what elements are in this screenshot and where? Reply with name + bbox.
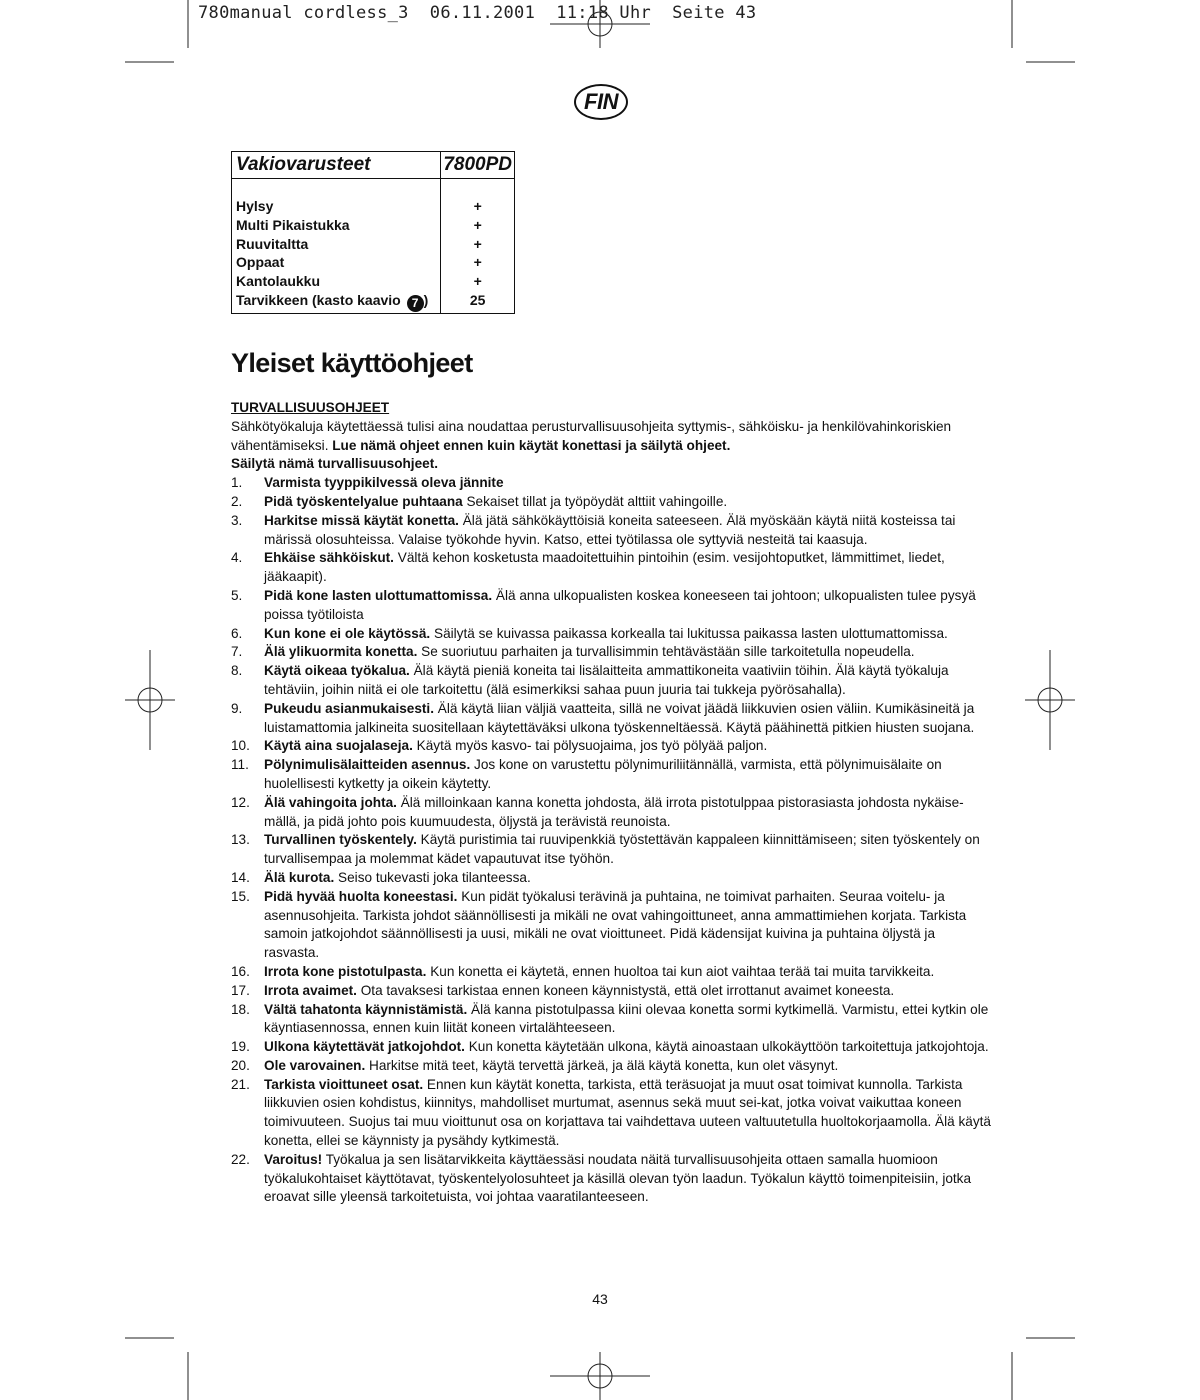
list-item bbox=[231, 794, 991, 832]
rule-number: 15. bbox=[231, 888, 250, 904]
accessory-name-close: ) bbox=[423, 291, 429, 308]
rule-title: Pidä hyvää huolta koneestasi. bbox=[264, 888, 458, 904]
rule-text: Kun konetta käytetään ulkona, käytä ainoastaan ulkokäyttöön tarkoitettuja jatkojohtoja. bbox=[468, 1039, 989, 1055]
rule-text: Seiso tukevasti joka tilanteessa. bbox=[338, 869, 531, 885]
rule-title: Turvallinen työskentely. bbox=[264, 832, 417, 848]
rule-title: Tarkista vioittuneet osat. bbox=[264, 1076, 424, 1092]
safety-intro bbox=[231, 418, 991, 474]
rule-title: Älä ylikuormita konetta. bbox=[264, 644, 418, 660]
rule-number: 16. bbox=[231, 963, 250, 979]
rule-text: Ennen kun käytät konetta, tarkista, että teräsuojat ja muut osat toimivat kunnolla. Tarkista liikkuvien osien kohdistus, kiinnitys, mahdolliset murtumat, asennus sekä muut sei-kat, jotka voivat vaikuttaa koneen toimivuuteen. Suojus tai muu vioittunut osa on korjattava tai vaihdettava uuteen valtuutetulla huoltokorjaamolla. Älä käytä konetta, ellei se käynnisty ja pysähdy kytkimestä. bbox=[264, 1076, 991, 1149]
rule-number: 19. bbox=[231, 1039, 250, 1055]
rule-text: Käytä myös kasvo- tai pölysuojaima, jos työ pölyää paljon. bbox=[416, 738, 768, 754]
rule-number: 20. bbox=[231, 1057, 250, 1073]
slug-page: Seite 43 bbox=[672, 3, 757, 23]
rule-number: 10. bbox=[231, 738, 250, 754]
list-item bbox=[231, 1151, 991, 1207]
rule-title: Harkitse missä käytät konetta. bbox=[264, 512, 459, 528]
list-item bbox=[231, 700, 991, 738]
list-item bbox=[231, 512, 991, 550]
list-item bbox=[231, 474, 991, 493]
rule-number: 13. bbox=[231, 832, 250, 848]
accessory-name-with-ref bbox=[236, 291, 436, 312]
rule-number: 21. bbox=[231, 1076, 250, 1092]
accessory-name: Tarvikkeen (kasto kaavio bbox=[236, 291, 401, 308]
rule-text: Säilytä se kuivassa paikassa korkealla tai lukitussa paikassa lasten ulottumattomissa. bbox=[434, 625, 948, 641]
rule-title: Älä kurota. bbox=[264, 869, 335, 885]
rule-title: Älä vahingoita johta. bbox=[264, 794, 397, 810]
slug-date: 06.11.2001 bbox=[429, 3, 536, 23]
accessory-name: Hylsy bbox=[236, 198, 274, 214]
rule-text: Ota tavaksesi tarkistaa ennen koneen käynnistystä, että olet irrottanut avaimet koneesta. bbox=[360, 982, 895, 998]
section-title: Yleiset käyttöohjeet bbox=[231, 348, 473, 378]
accessories-items bbox=[232, 179, 441, 314]
slug-file: 780manual cordless_3 bbox=[198, 3, 409, 23]
intro-bold-1: Lue nämä ohjeet ennen kuin käytät konettasi ja säilytä ohjeet. bbox=[332, 437, 731, 453]
rule-number: 4. bbox=[231, 550, 243, 566]
rule-text: Kun pidät työkalusi terävinä ja puhtaina, ne toimivat parhaiten. Seuraa voitelu- ja asennusohjeita. Tarkista johdot säännöllisesti ja mikäli ne ovat vahingoittuneet, anna ammattimiehen korjata. Tarkista samoin jatkojohdot säännöllisesti ja uusi, mikäli ne ovat vioittuneet. Pidä kädensijat kuivina ja puhtaina öljystä ja rasvasta. bbox=[264, 888, 967, 961]
accessory-name: Multi Pikaistukka bbox=[236, 216, 350, 233]
rule-text: Älä käytä pieniä koneita tai lisälaitteita ammattikoneita vaativiin töihin. Älä käytä työkaluja tehtäviin, joihin niitä ei ole tarkoitettu (älä esimerkiksi sahaa puun juuria tai tukkeja pyörösahalla). bbox=[264, 663, 949, 697]
list-item bbox=[231, 1038, 991, 1057]
accessory-name: Kantolaukku bbox=[236, 273, 321, 290]
accessory-value: + bbox=[473, 273, 482, 290]
rule-text: Älä anna ulkopualisten koskea koneeseen tai johtoon; ulkopualisten tulee pysyä poissa työtiloista bbox=[264, 587, 976, 622]
rule-text: Harkitse mitä teet, käytä tervettä järkeä, ja älä käytä konetta, kun olet väsynyt. bbox=[369, 1057, 839, 1073]
rule-number: 8. bbox=[231, 663, 243, 679]
intro-bold-2: Säilytä nämä turvallisuusohjeet. bbox=[231, 456, 438, 472]
slug-time: 11:18 Uhr bbox=[556, 3, 652, 23]
figure-ref-badge: 7 bbox=[407, 295, 424, 312]
rule-number: 17. bbox=[231, 982, 250, 998]
rule-number: 1. bbox=[231, 475, 243, 491]
rule-number: 2. bbox=[231, 493, 243, 509]
list-item bbox=[231, 549, 991, 587]
rule-number: 6. bbox=[231, 625, 243, 641]
list-item bbox=[231, 869, 991, 888]
list-item bbox=[231, 831, 991, 869]
rule-number: 12. bbox=[231, 794, 250, 810]
rule-title: Pölynimulisälaitteiden asennus. bbox=[264, 757, 471, 773]
list-item bbox=[231, 888, 991, 963]
accessory-value: 25 bbox=[469, 291, 486, 308]
accessory-name: Oppaat bbox=[236, 254, 285, 271]
list-item bbox=[231, 625, 991, 644]
list-item bbox=[231, 662, 991, 700]
list-item bbox=[231, 963, 991, 982]
rule-text: Käytä puristimia tai ruuvipenkkiä työstettävän kappaleen kiinnittämiseen; siten työskentely on turvallisempaa ja molemmat kädet vapautuvat itse työhön. bbox=[264, 832, 980, 867]
accessories-values bbox=[441, 179, 515, 314]
rule-number: 5. bbox=[231, 587, 243, 603]
rule-title: Pidä kone lasten ulottumattomissa. bbox=[264, 587, 493, 603]
rule-title: Varoitus! bbox=[264, 1151, 323, 1167]
rule-text: Kun konetta ei käytetä, ennen huoltoa tai kun aiot vaihtaa terää tai muita tarvikkeita. bbox=[430, 963, 935, 979]
rule-title: Irrota kone pistotulpasta. bbox=[264, 963, 427, 979]
rule-title: Pukeudu asianmukaisesti. bbox=[264, 700, 434, 716]
list-item bbox=[231, 982, 991, 1001]
accessory-value: + bbox=[473, 254, 482, 271]
rule-text: Älä jätä sähkökäyttöisiä koneita sateeseen. Älä myöskään käytä niitä kosteissa tai märissä olosuhteissa. Valaise työkohde hyvin. Katso, ettei työtilassa ole syttyviä nesteitä tai kaasuja. bbox=[264, 512, 956, 547]
rule-title: Ehkäise sähköiskut. bbox=[264, 550, 394, 566]
rule-number: 9. bbox=[231, 700, 243, 716]
accessories-header-item: Vakiovarusteet bbox=[232, 152, 441, 179]
list-item bbox=[231, 756, 991, 794]
list-item bbox=[231, 587, 991, 625]
rule-text: Älä milloinkaan kanna konetta johdosta, älä irrota pistotulppaa pistorasiasta johdosta nykäise-mällä, ja pidä johto pois kuumuudesta, öljystä ja terävistä reunoista. bbox=[264, 794, 964, 829]
rule-text: Älä käytä liian väljiä vaatteita, sillä ne voivat jäädä liikkuvien osien väliin. Kumikäsineitä ja luistamattomia jalkineita suositellaan käytettäväksi ulkona työskenneltäessä. Käytä päähinettä pitkien hiusten suojana. bbox=[264, 700, 975, 735]
accessory-value: + bbox=[473, 235, 482, 252]
rule-title: Ole varovainen. bbox=[264, 1057, 366, 1073]
list-item bbox=[231, 493, 991, 512]
rule-text: Jos kone on varustettu pölynimuriliitännällä, varmista, että pölynimuisälaite on huolellisesti kytketty ja oikein käytetty. bbox=[264, 757, 942, 791]
rule-number: 7. bbox=[231, 644, 243, 660]
list-item bbox=[231, 1001, 991, 1039]
rule-title: Käytä aina suojalaseja. bbox=[264, 738, 413, 754]
accessories-header-model: 7800PD bbox=[441, 152, 515, 179]
rule-number: 3. bbox=[231, 512, 243, 528]
page-number: 43 bbox=[592, 1291, 608, 1307]
rule-title: Varmista tyyppikilvessä oleva jännite bbox=[264, 475, 504, 491]
accessory-value: + bbox=[473, 198, 482, 214]
rule-title: Kun kone ei ole käytössä. bbox=[264, 625, 431, 641]
rule-number: 11. bbox=[231, 757, 249, 773]
rule-text: Älä kanna pistotulpassa kiini olevaa konetta sormi kytkimellä. Varmistu, ettei kytkin ole käyntiasennossa, ennen kuin liität koneen virtalähteeseen. bbox=[264, 1001, 989, 1036]
rule-number: 22. bbox=[231, 1151, 250, 1167]
intro-text: Sähkötyökaluja käytettäessä tulisi aina noudattaa perusturvallisuusohjeita syttymis-, sähköisku- ja henkilövahinkoriskien vähentämiseksi. bbox=[231, 418, 952, 453]
accessory-value: + bbox=[473, 216, 482, 233]
rule-text: Työkalua ja sen lisätarvikkeita käyttäessäsi noudata näitä turvallisuusohjeita ottaen samalla huomioon työkalukohtaiset käyttötavat, työskentelyolosuhteet ja käsillä olevan työn laadun. Työkalun käyttö toimenpiteisiin, jotka eroavat sille yleensä tarkoitetuista, voi johtaa vaaratilanteeseen. bbox=[264, 1151, 972, 1205]
safety-subheading: TURVALLISUUSOHJEET bbox=[231, 400, 390, 415]
list-item bbox=[231, 1076, 991, 1151]
list-item bbox=[231, 1057, 991, 1076]
list-item bbox=[231, 737, 991, 756]
accessory-name: Ruuvitaltta bbox=[236, 235, 309, 252]
list-item bbox=[231, 643, 991, 662]
rule-number: 18. bbox=[231, 1001, 250, 1017]
rule-title: Pidä työskentelyalue puhtaana bbox=[264, 493, 463, 509]
rule-text: Vältä kehon kosketusta maadoitettuihin pintoihin (esim. vesijohtoputket, lämmittimet, liedet, jääkaapit). bbox=[264, 550, 945, 585]
rule-title: Käytä oikeaa työkalua. bbox=[264, 663, 410, 679]
safety-rules-list bbox=[231, 474, 991, 1207]
rule-text: Se suoriutuu parhaiten ja turvallisimmin tehtävästään sille tarkoitetulla nopeudella. bbox=[421, 644, 915, 660]
accessories-table bbox=[231, 151, 515, 314]
safety-section bbox=[231, 399, 991, 1207]
rule-title: Ulkona käytettävät jatkojohdot. bbox=[264, 1039, 465, 1055]
language-badge: FIN bbox=[574, 84, 628, 120]
rule-title: Vältä tahatonta käynnistämistä. bbox=[264, 1001, 468, 1017]
rule-text: Sekaiset tillat ja työpöydät alttiit vahingoille. bbox=[466, 493, 728, 509]
print-slug bbox=[198, 3, 756, 23]
rule-title: Irrota avaimet. bbox=[264, 982, 357, 998]
rule-number: 14. bbox=[231, 869, 250, 885]
